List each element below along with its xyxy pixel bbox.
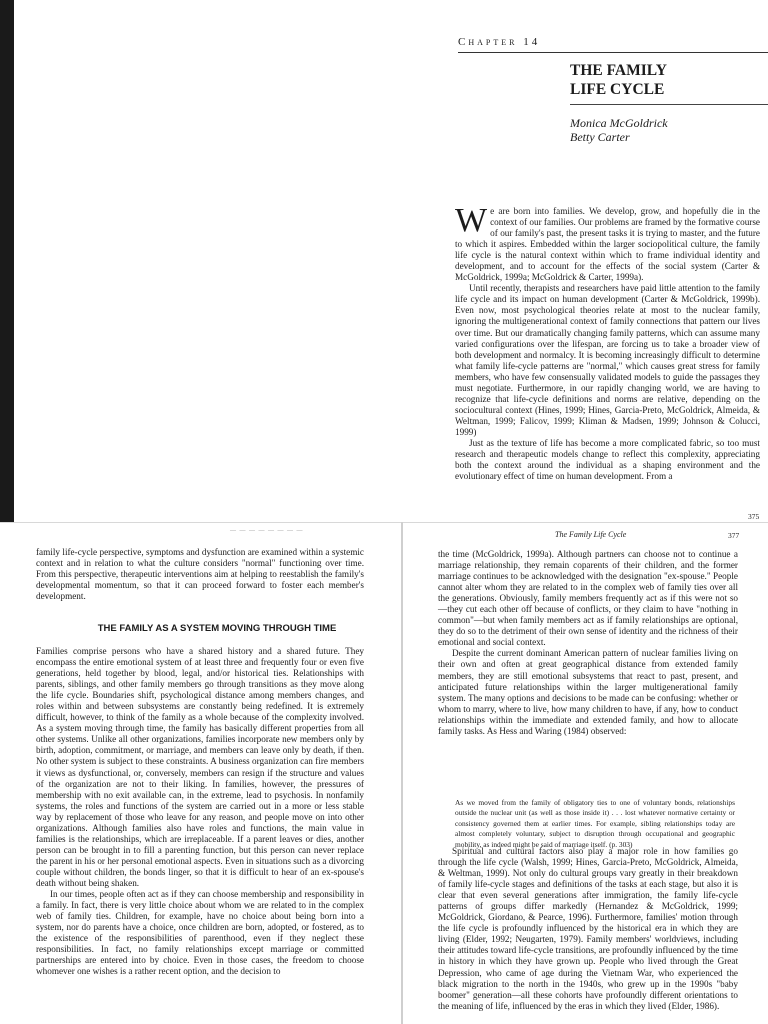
body-paragraph: Spiritual and cultural factors also play a major role in how families go through the life cycle (Walsh, 1999; Hines, Garcia-Preto, McGoldrick, Almeida, & Weltman, 1999). Not only do cultural groups vary greatly in their breakdown of family life-cycle stages and definitions of the tasks at each stage, but also it is clear that even several generations after immigration, the family life-cycle patterns of groups differ markedly (Hernandez & McGoldrick, 1999; McGoldrick, Giordano, & Pearce, 1996). Furthermore, families' motion through the life cycle is profoundly influenced by the historical era in which they are living (Elder, 1992; Neugarten, 1979). Family members' worldviews, including their attitudes toward life-cycle transitions, are profoundly influenced by the time in history in which they have grown up. People who lived through the Great Depression, who came of age during the Vietnam War, who experienced the black migration to the north in the 1940s, who grew up in the 1990s "baby boomer" generation—all these cohorts have profoundly different orientations to the meaning of life, influenced by the eras in which they lived (Elder, 1986).: [438, 846, 738, 1011]
author-name: Betty Carter: [570, 130, 630, 144]
right-page-body-top: [438, 549, 738, 737]
chapter-label: Chapter 14: [458, 36, 541, 48]
intro-paragraph: [455, 202, 761, 283]
body-paragraph: Just as the texture of life has become a more complicated fabric, so too must research and therapeutic models change to reflect this complexity, appreciating both the context around the individual as a shaping environment and the evolutionary effect of time on human development. From a: [455, 437, 760, 482]
title-rule: [570, 104, 768, 105]
page-number: 377: [728, 531, 740, 540]
body-paragraph: In our times, people often act as if they can choose membership and responsibility in a family. In fact, there is very little choice about whom we are related to in the complex web of family ties. Children, for example, have no choice about being born into a system, nor do parents have a choice, once children are born, adopted, or fostered, as to the existence of the responsibilities of parenthood, even if they neglect these responsibilities. In fact, no family relationships except marriage or committed partnerships are entered into by choice. Even in those cases, the freedom to choose whomever one wishes is a rather recent option, and the decision to: [36, 889, 364, 977]
page-separator: [0, 522, 768, 523]
drop-cap: W: [455, 202, 488, 239]
right-page-body-bottom: [438, 846, 738, 1024]
chapter-rule: [458, 52, 768, 53]
block-quote: As we moved from the family of obligatory ties to one of voluntary bonds, relationships outside the nuclear unit (as well as those inside it) . . . lost whatever normative certainty or consistency governed them at earlier times. For example, sibling relationships today are almost completely voluntary, subject to disruption through occupational and geographic mobility, as indeed might be said of marriage itself. (p. 303): [455, 798, 735, 849]
body-paragraph: family life-cycle perspective, symptoms and dysfunction are examined within a systemic context and in relation to what the culture considers "normal" functioning over time. From this perspective, therapeutic interventions aim at helping to reestablish the family's developmental momentum, so that it can proceed forward to foster each member's development.: [36, 547, 364, 602]
chapter-title-line2: LIFE CYCLE: [570, 81, 665, 98]
bleed-through-text: — — — — — — — —: [230, 528, 304, 534]
left-page-body: [36, 646, 364, 1024]
body-paragraph: Despite the current dominant American pattern of nuclear families living on their own and often at great geographical distance from extended family members, they are still emotional subsystems that react to past, present, and anticipated future relationships within the larger multigenerational family system. The many options and decisions to be made can be confusing: whether or whom to marry, where to live, how many children to have, if any, how to conduct relationships within the immediate and extended family, and how to allocate family tasks. As Hess and Waring (1984) observed:: [438, 648, 738, 736]
top-page-body: [455, 202, 761, 482]
chapter-title-line1: THE FAMILY: [570, 62, 667, 79]
page-number: 375: [748, 512, 760, 521]
running-head: The Family Life Cycle: [555, 530, 627, 539]
book-gutter: [401, 522, 403, 1024]
authors: [570, 116, 668, 144]
scan-edge-shadow: [0, 0, 14, 522]
body-paragraph: the time (McGoldrick, 1999a). Although partners can choose not to continue a marriage relationship, they remain coparents of their children, and the former marriage continues to be acknowledged with the designation "ex-spouse." People cannot alter whom they are related to in the complex web of family ties over all the generations. Obviously, family members frequently act as if this were not so—they cut each other off because of conflicts, or they claim to have "nothing in common"—but when family members act as if family relationships are optional, they do so to the detriment of their own sense of identity and the richness of their emotional and social context.: [438, 549, 738, 648]
body-paragraph: Until recently, therapists and researchers have paid little attention to the family life cycle and its impact on human development (Carter & McGoldrick, 1999b). Even now, most psychological theories relate at most to the nuclear family, ignoring the multigenerational context of family connections that pattern our lives over time. But our dramatically changing family patterns, which can assume many varied configurations over the lifespan, are forcing us to take a broader view of both development and normalcy. It is becoming increasingly difficult to determine what family life-cycle patterns are "normal," which causes great stress for family members, who have few consensually validated models to guide the passages they must negotiate. Furthermore, in our rapidly changing world, we are having to recognize that life-cycle definitions and norms are relative, depending on the sociocultural context (Hines, 1999; Hines, Garcia-Preto, McGoldrick, Almeida, & Weltman, 1999; Falicov, 1999; Kliman & Madsen, 1999; Johnson & Colucci, 1999): [455, 283, 760, 437]
author-name: Monica McGoldrick: [570, 116, 668, 130]
left-page-continuation: [36, 547, 364, 602]
chapter-title: [570, 61, 760, 99]
section-heading: THE FAMILY AS A SYSTEM MOVING THROUGH TIME: [97, 623, 337, 634]
body-paragraph: Families comprise persons who have a shared history and a shared future. They encompass the entire emotional system of at least three and frequently four or even five generations, held together by blood, legal, and/or historical ties. Relationships with parents, siblings, and other family members go through transitions as they move along the life cycle. Boundaries shift, psychological distance among members changes, and roles within and between subsystems are constantly being redefined. It is extremely difficult, however, to think of the family as a whole because of the complexity involved. As a system moving through time, the family has basically different properties from all other systems. Unlike all other organizations, families incorporate new members only by birth, adoption, commitment, or marriage, and members can leave only by death, if then. No other system is subject to these constraints. A business organization can fire members it views as dysfunctional, or, conversely, members can resign if the structure and values of the organization are not to their liking. In families, however, the pressures of membership with no exit available can, in the extreme, lead to psychosis. In nonfamily systems, the roles and functions of the system are carried out in a more or less stable way by replacement of those who leave for any reason, and people move on into other organizations. Although families also have roles and functions, the main value in families is the relationships, which are irreplaceable. If a parent leaves or dies, another person can be brought in to fill a parenting function, but this person can never replace the parent in his or her personal emotional aspects. Even in situations such as a divorcing couple without children, the bonds linger, so that it is difficult to hear of an ex-spouse's death without being shaken.: [36, 646, 364, 888]
intro-paragraph-text: e are born into families. We develop, grow, and hopefully die in the context of our families. Our problems are framed by the formative course of our family's past, the present tasks it is trying to master, and the future to which it aspires. Embedded within the larger sociopolitical culture, the family life cycle is the natural context within which to frame individual identity and development, and to account for the effects of the social system (Carter & McGoldrick, 1999a; McGoldrick & Carter, 1999a).: [455, 206, 761, 283]
